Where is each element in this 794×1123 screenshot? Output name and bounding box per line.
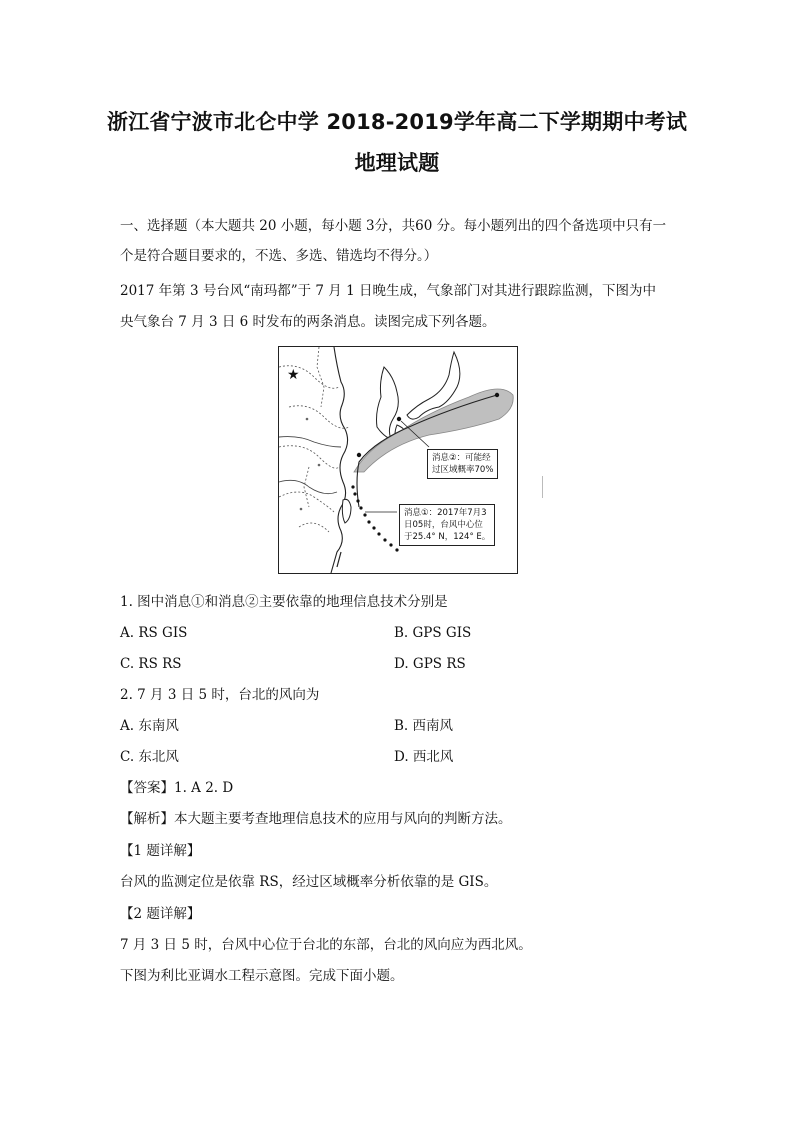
question-2-option-b: B. 西南风	[394, 718, 454, 734]
message-2-callout	[427, 449, 498, 479]
question-1-option-d: D. GPS RS	[394, 656, 466, 672]
question-2-option-c: C. 东北风	[120, 749, 179, 765]
next-question-intro: 下图为利比亚调水工程示意图。完成下面小题。	[120, 968, 404, 984]
section-instruction-line-2: 个是符合题目要求的，不选、多选、错选均不得分。）	[120, 248, 438, 264]
detail-2-heading: 【2 题详解】	[120, 906, 201, 922]
detail-1-heading: 【1 题详解】	[120, 843, 201, 859]
message-1-line-2: 日05时，台风中心位	[404, 520, 483, 530]
question-1-option-a: A. RS GIS	[120, 625, 188, 641]
question-2-stem: 2. 7 月 3 日 5 时，台北的风向为	[120, 687, 320, 703]
question-2-option-d: D. 西北风	[394, 749, 454, 765]
message-1-callout	[399, 504, 495, 546]
question-1-stem: 1. 图中消息①和消息②主要依靠的地理信息技术分别是	[120, 594, 448, 610]
question-intro-line-1: 2017 年第 3 号台风“南玛都”于 7 月 1 日晚生成，气象部门对其进行跟踪监测，下图为中	[120, 283, 656, 299]
message-2-line-2: 过区域概率70%	[432, 465, 494, 475]
detail-1-text: 台风的监测定位是依靠 RS，经过区域概率分析依靠的是 GIS。	[120, 874, 498, 890]
question-1-option-b: B. GPS GIS	[394, 625, 472, 641]
detail-2-text: 7 月 3 日 5 时，台风中心位于台北的东部，台北的风向应为西北风。	[120, 937, 532, 953]
document-title: 浙江省宁波市北仑中学 2018-2019学年高二下学期期中考试	[106, 110, 688, 134]
analysis-line: 【解析】本大题主要考查地理信息技术的应用与风向的判断方法。	[120, 811, 512, 827]
question-intro-line-2: 央气象台 7 月 3 日 6 时发布的两条消息。读图完成下列各题。	[120, 314, 496, 330]
answer-line: 【答案】1. A 2. D	[120, 780, 234, 796]
message-1-line-3: 于25.4° N，124° E。	[404, 532, 491, 542]
question-2-option-a: A. 东南风	[120, 718, 179, 734]
message-1-line-1: 消息①：2017年7月3	[404, 508, 487, 518]
svg-text:★: ★	[287, 367, 300, 383]
document-subtitle: 地理试题	[354, 151, 440, 175]
message-2-line-1: 消息②：可能经	[432, 453, 491, 463]
section-instruction-line-1: 一、选择题（本大题共 20 小题，每小题 3分，共60 分。每小题列出的四个备选项中只有一	[120, 218, 667, 234]
question-1-option-c: C. RS RS	[120, 656, 182, 672]
margin-mark	[542, 476, 543, 498]
typhoon-track-map	[278, 346, 518, 574]
